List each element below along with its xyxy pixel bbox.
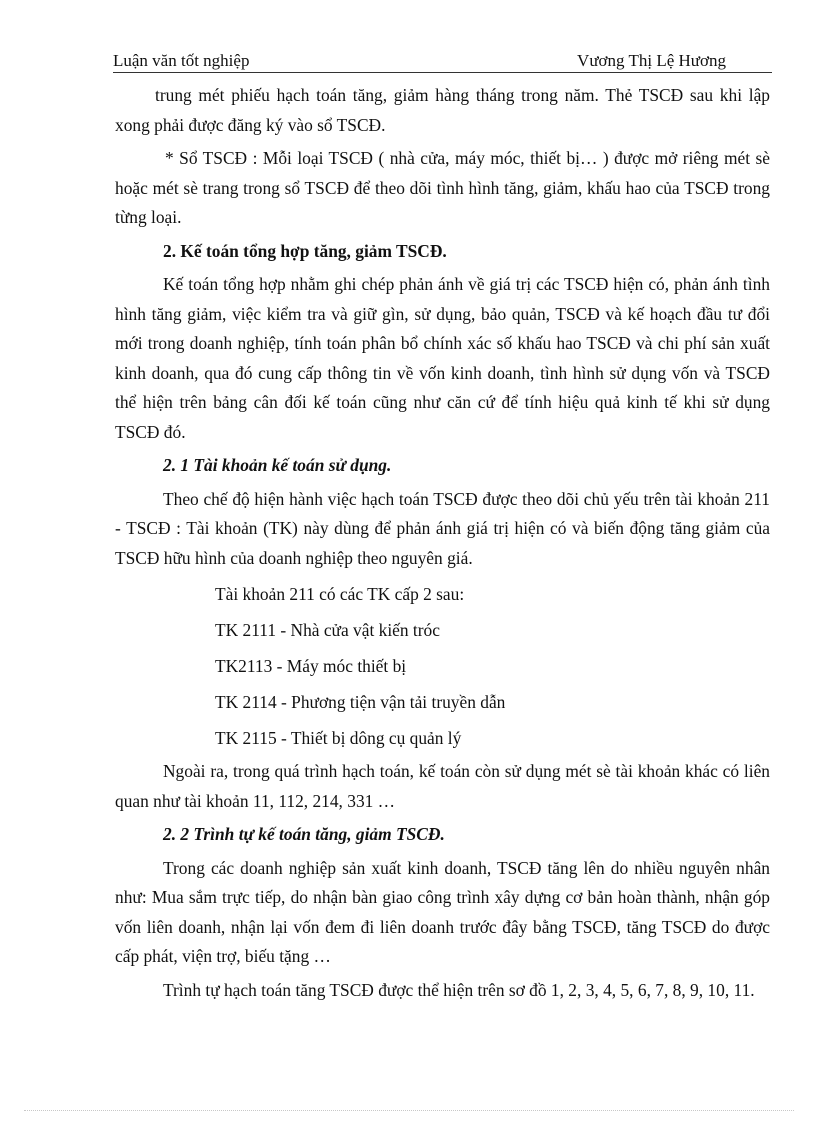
paragraph: Trình tự hạch toán tăng TSCĐ được thể hiện trên sơ đồ 1, 2, 3, 4, 5, 6, 7, 8, 9, 10, 11. [163, 979, 755, 1000]
account-list-item: TK 2115 - Thiết bị dông cụ quản lý [215, 728, 462, 748]
paragraph-asset-ledger: * Sổ TSCĐ : Mỗi loại TSCĐ ( nhà cửa, máy móc, thiết bị… ) được mở riêng mét sè hoặc mét sè trang trong sổ TSCĐ để theo dõi tình hình tăng, giảm, khấu hao của TSCĐ trong từng loại. [115, 148, 770, 227]
paragraph: Trong các doanh nghiệp sản xuất kinh doanh, TSCĐ tăng lên do nhiều nguyên nhân như: Mua sắm trực tiếp, do nhận bàn giao công trình xây dựng cơ bản hoàn thành, nhận góp vốn liên doanh, nhận lại vốn đem đi liên doanh trước đây bằng TSCĐ, tăng TSCĐ do được cấp phát, viện trợ, biếu tặng … [115, 857, 770, 966]
account-list-item: TK 2114 - Phương tiện vận tải truyền dẫn [215, 692, 506, 712]
header-author-name: Vương Thị Lệ Hương [577, 51, 726, 70]
paragraph: Ngoài ra, trong quá trình hạch toán, kế toán còn sử dụng mét sè tài khoản khác có liên quan như tài khoản 11, 112, 214, 331 … [115, 761, 770, 811]
page-bottom-border [24, 1110, 794, 1111]
paragraph: trung mét phiếu hạch toán tăng, giảm hàng tháng trong năm. Thẻ TSCĐ sau khi lập xong phải được đăng ký vào sổ TSCĐ. [115, 85, 770, 135]
document-body [115, 81, 770, 1005]
account-list-item: TK 2111 - Nhà cửa vật kiến tróc [215, 620, 440, 640]
subsection-heading: 2. 2 Trình tự kế toán tăng, giảm TSCĐ. [163, 824, 445, 844]
header-thesis-title: Luận văn tốt nghiệp [113, 51, 250, 70]
account-list-item: TK2113 - Máy móc thiết bị [215, 656, 407, 676]
account-list-item: Tài khoản 211 có các TK cấp 2 sau: [215, 584, 465, 604]
paragraph: Kế toán tổng hợp nhằm ghi chép phản ánh về giá trị các TSCĐ hiện có, phản ánh tình hình tăng giảm, việc kiểm tra và giữ gìn, sử dụng, bảo quản, TSCĐ và kế hoạch đầu tư đổi mới trong doanh nghiệp, tính toán phân bổ chính xác số khấu hao TSCĐ và chi phí sản xuất kinh doanh, qua đó cung cấp thông tin về vốn kinh doanh, tình hình sử dụng vốn và TSCĐ thể hiện trên bảng cân đối kế toán cũng như căn cứ để tính hiệu quả kinh tế khi sử dụng TSCĐ đó. [115, 274, 770, 442]
subsection-heading: 2. 1 Tài khoản kế toán sử dụng. [163, 455, 392, 475]
page-header [113, 50, 772, 73]
paragraph: Theo chế độ hiện hành việc hạch toán TSCĐ được theo dõi chủ yếu trên tài khoản 211 - TSCĐ : Tài khoản (TK) này dùng để phản ánh giá trị hiện có và biến động tăng giảm của TSCĐ hữu hình của doanh nghiệp theo nguyên giá. [115, 488, 770, 568]
section-heading: 2. Kế toán tổng hợp tăng, giảm TSCĐ. [163, 240, 447, 261]
